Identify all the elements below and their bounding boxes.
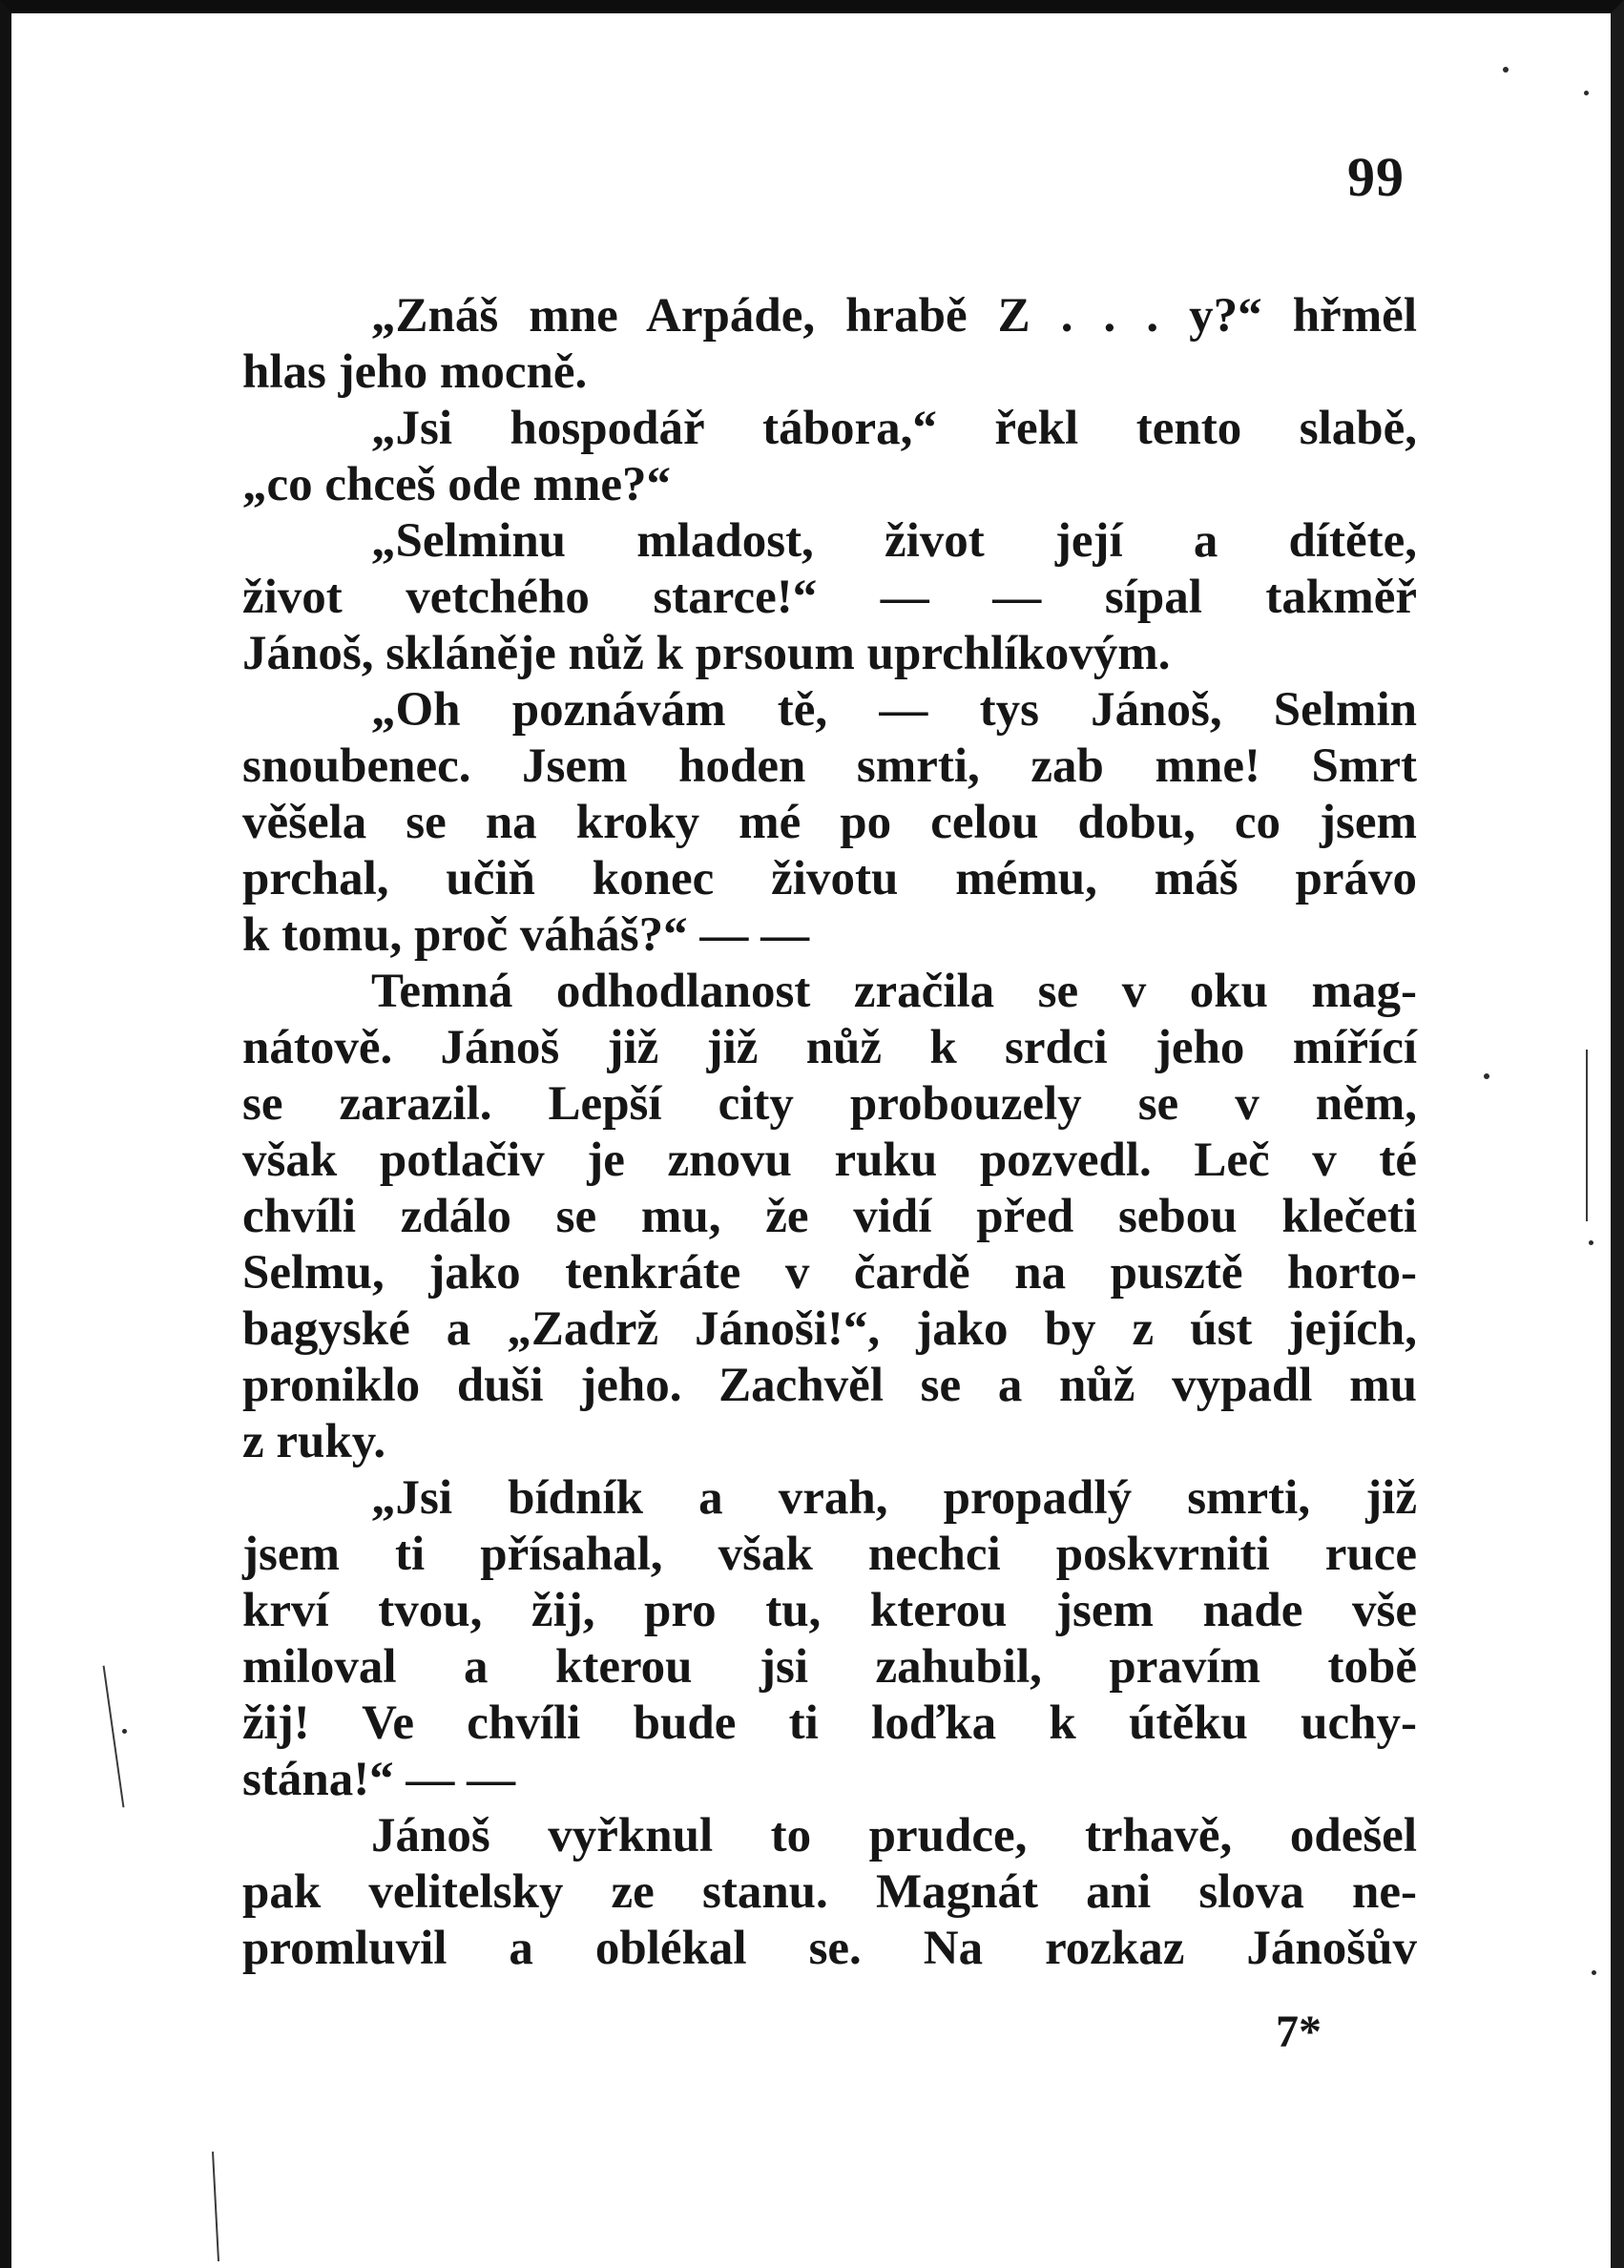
scan-speck [1592,1970,1596,1975]
text-line: pak velitelsky ze stanu. Magnát ani slova ne- [242,1865,1417,1919]
text-line: promluvil a oblékal se. Na rozkaz Jánošův [242,1922,1417,1975]
text-line: se zarazil. Lepší city probouzely se v něm, [242,1077,1417,1131]
scan-scratch [212,2152,219,2261]
scan-speck [1589,1240,1593,1245]
text-line: k tomu, proč váháš?“ — — [242,908,810,962]
text-line: jsem ti přísahal, však nechci poskvrniti ruce [242,1528,1417,1581]
text-line: chvíli zdálo se mu, že vidí před sebou klečeti [242,1190,1417,1243]
text-line: krví tvou, žij, pro tu, kterou jsem nade vše [242,1584,1417,1637]
text-line: prchal, učiň konec životu mému, máš právo [242,852,1417,905]
text-line: věšela se na kroky mé po celou dobu, co jsem [242,796,1417,849]
scan-speck [1484,1073,1489,1079]
page-number: 99 [1347,146,1405,208]
text-line: však potlačiv je znovu ruku pozvedl. Leč v té [242,1134,1417,1187]
text-line: z ruky. [242,1415,386,1468]
text-line: „Znáš mne Arpáde, hrabě Z . . . y?“ hřměl [371,289,1417,343]
text-line: „Jsi hospodář tábora,“ řekl tento slabě, [371,402,1417,455]
text-line: život vetchého starce!“ — — sípal takměř [242,571,1417,624]
signature-mark: 7* [1276,2007,1322,2057]
scan-speck [1584,91,1589,95]
scan-scratch [1586,1050,1588,1221]
text-line: „Jsi bídník a vrah, propadlý smrti, již [371,1471,1417,1525]
text-line: Jánoš, skláněje nůž k prsoum uprchlíkovým. [242,627,1171,680]
text-line: žij! Ve chvíli bude ti loďka k útěku uchy- [242,1696,1417,1750]
text-line: stána!“ — — [242,1753,516,1806]
text-line: Selmu, jako tenkráte v čardě na pusztě horto- [242,1246,1417,1300]
scan-speck [122,1729,127,1734]
scan-scratch [103,1666,125,1808]
text-line: miloval a kterou jsi zahubil, pravím tobě [242,1640,1417,1694]
text-line: Temná odhodlanost zračila se v oku mag- [371,965,1417,1018]
text-line: bagyské a „Zadrž Jánoši!“, jako by z úst jejích, [242,1302,1417,1356]
body-text [242,288,1417,1977]
text-line: nátově. Jánoš již již nůž k srdci jeho mířící [242,1021,1417,1074]
scan-speck [1503,67,1509,73]
text-line: „Oh poznávám tě, — tys Jánoš, Selmin [371,683,1417,737]
text-line: „co chceš ode mne?“ [242,458,671,511]
text-line: hlas jeho mocně. [242,345,588,399]
text-line: proniklo duši jeho. Zachvěl se a nůž vypadl mu [242,1359,1417,1412]
text-line: „Selminu mladost, život její a dítěte, [371,514,1417,568]
text-line: snoubenec. Jsem hoden smrti, zab mne! Smrt [242,739,1417,793]
text-line: Jánoš vyřknul to prudce, trhavě, odešel [371,1809,1417,1862]
